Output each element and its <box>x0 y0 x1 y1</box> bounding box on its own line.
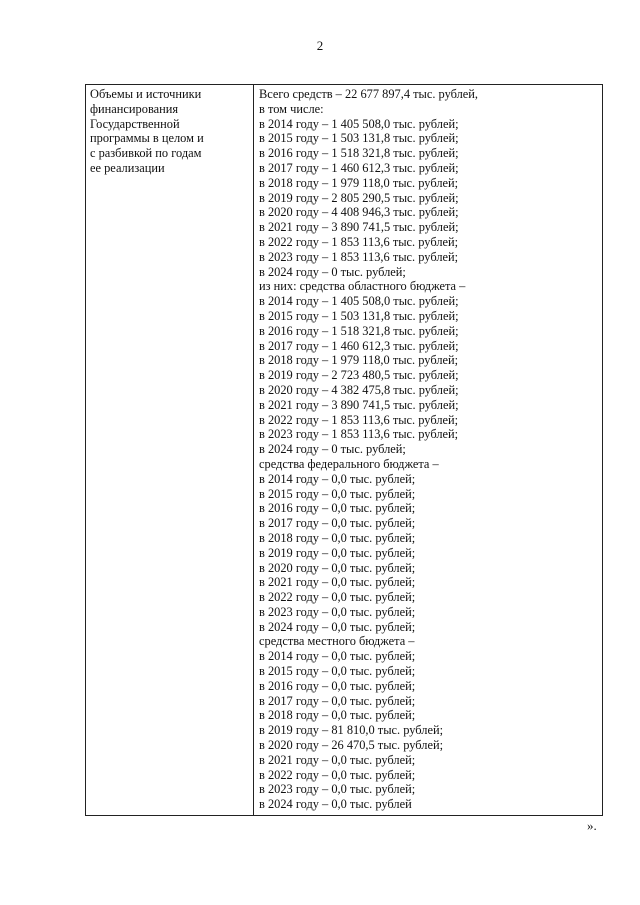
funding-line: в 2022 году – 0,0 тыс. рублей; <box>259 590 416 605</box>
label-line: с разбивкой по годам <box>90 146 202 161</box>
funding-line: в 2014 году – 1 405 508,0 тыс. рублей; <box>259 294 459 309</box>
funding-line: в 2017 году – 0,0 тыс. рублей; <box>259 516 416 531</box>
closing-quote-mark: ». <box>587 818 597 833</box>
funding-line: в 2019 году – 81 810,0 тыс. рублей; <box>259 723 444 738</box>
funding-line: в 2024 году – 0,0 тыс. рублей <box>259 797 412 812</box>
funding-line: в 2019 году – 2 805 290,5 тыс. рублей; <box>259 190 459 205</box>
funding-line: в 2015 году – 1 503 131,8 тыс. рублей; <box>259 131 459 146</box>
funding-line: в 2015 году – 0,0 тыс. рублей; <box>259 486 416 501</box>
funding-line: в 2024 году – 0 тыс. рублей; <box>259 264 406 279</box>
funding-line: в 2018 году – 0,0 тыс. рублей; <box>259 530 416 545</box>
funding-line: в 2019 году – 0,0 тыс. рублей; <box>259 545 416 560</box>
funding-line: в 2014 году – 0,0 тыс. рублей; <box>259 471 416 486</box>
funding-line: в 2021 году – 3 890 741,5 тыс. рублей; <box>259 397 459 412</box>
funding-line: в 2016 году – 0,0 тыс. рублей; <box>259 678 416 693</box>
funding-line: в 2017 году – 0,0 тыс. рублей; <box>259 693 416 708</box>
funding-line: в 2020 году – 4 408 946,3 тыс. рублей; <box>259 205 459 220</box>
funding-line: средства федерального бюджета – <box>259 456 439 471</box>
financing-table <box>85 84 603 816</box>
funding-line: в 2024 году – 0,0 тыс. рублей; <box>259 619 416 634</box>
label-line: Объемы и источники <box>90 87 202 101</box>
financing-label-cell <box>86 85 254 815</box>
funding-line: в 2023 году – 0,0 тыс. рублей; <box>259 782 416 797</box>
funding-line: в том числе: <box>259 101 324 116</box>
funding-line: в 2023 году – 1 853 113,6 тыс. рублей; <box>259 249 459 264</box>
funding-line: в 2020 году – 0,0 тыс. рублей; <box>259 560 416 575</box>
funding-line: в 2015 году – 1 503 131,8 тыс. рублей; <box>259 308 459 323</box>
funding-line: в 2019 году – 2 723 480,5 тыс. рублей; <box>259 368 459 383</box>
funding-line: в 2023 году – 1 853 113,6 тыс. рублей; <box>259 427 459 442</box>
funding-line: в 2016 году – 1 518 321,8 тыс. рублей; <box>259 323 459 338</box>
funding-line: средства местного бюджета – <box>259 634 415 649</box>
funding-line: в 2021 году – 3 890 741,5 тыс. рублей; <box>259 220 459 235</box>
funding-line: в 2017 году – 1 460 612,3 тыс. рублей; <box>259 160 459 175</box>
funding-line: Всего средств – 22 677 897,4 тыс. рублей, <box>259 87 479 101</box>
label-line: ее реализации <box>90 160 165 175</box>
label-line: финансирования <box>90 101 179 116</box>
funding-line: в 2016 году – 1 518 321,8 тыс. рублей; <box>259 146 459 161</box>
funding-line: в 2022 году – 0,0 тыс. рублей; <box>259 767 416 782</box>
funding-line: в 2014 году – 0,0 тыс. рублей; <box>259 649 416 664</box>
label-line: программы в целом и <box>90 131 204 146</box>
funding-line: в 2023 году – 0,0 тыс. рублей; <box>259 604 416 619</box>
funding-line: в 2018 году – 1 979 118,0 тыс. рублей; <box>259 353 459 368</box>
funding-line: в 2021 году – 0,0 тыс. рублей; <box>259 575 416 590</box>
funding-line: в 2020 году – 26 470,5 тыс. рублей; <box>259 738 444 753</box>
label-line: Государственной <box>90 116 180 131</box>
funding-line: в 2018 году – 1 979 118,0 тыс. рублей; <box>259 175 459 190</box>
funding-line: в 2016 году – 0,0 тыс. рублей; <box>259 501 416 516</box>
funding-line: в 2015 году – 0,0 тыс. рублей; <box>259 664 416 679</box>
funding-line: в 2022 году – 1 853 113,6 тыс. рублей; <box>259 234 459 249</box>
funding-line: в 2014 году – 1 405 508,0 тыс. рублей; <box>259 116 459 131</box>
funding-line: из них: средства областного бюджета – <box>259 279 466 294</box>
financing-content-cell <box>254 85 602 815</box>
funding-line: в 2020 году – 4 382 475,8 тыс. рублей; <box>259 382 459 397</box>
funding-line: в 2021 году – 0,0 тыс. рублей; <box>259 752 416 767</box>
funding-line: в 2022 году – 1 853 113,6 тыс. рублей; <box>259 412 459 427</box>
page-number: 2 <box>316 38 324 53</box>
funding-line: в 2024 году – 0 тыс. рублей; <box>259 442 406 457</box>
funding-line: в 2018 году – 0,0 тыс. рублей; <box>259 708 416 723</box>
funding-line: в 2017 году – 1 460 612,3 тыс. рублей; <box>259 338 459 353</box>
